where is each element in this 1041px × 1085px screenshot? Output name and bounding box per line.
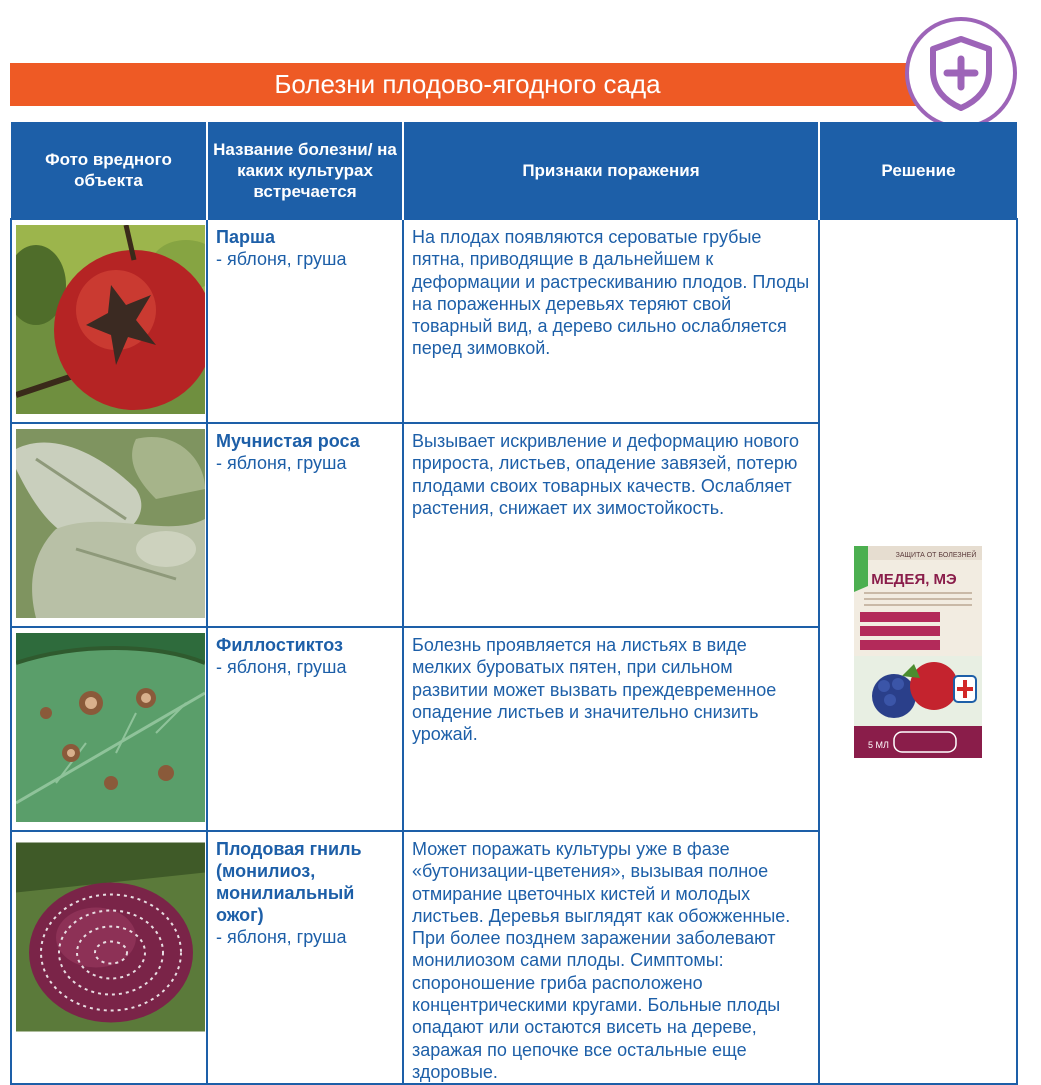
disease-name: Мучнистая роса — [216, 431, 360, 451]
solution-cell — [819, 219, 1017, 1084]
disease-cell — [207, 219, 403, 423]
photo-cell — [11, 219, 207, 423]
shield-plus-icon — [905, 17, 1017, 129]
powdery-mildew-photo — [16, 429, 205, 618]
photo-cell — [11, 627, 207, 831]
phyllosticta-leaf-photo — [16, 633, 205, 822]
header-signs: Признаки поражения — [403, 122, 819, 219]
diseases-table — [10, 122, 1018, 1085]
photo-cell — [11, 423, 207, 627]
product-name: МЕДЕЯ, МЭ — [871, 570, 957, 588]
disease-name: Филлостиктоз — [216, 635, 344, 655]
disease-crops: - яблоня, груша — [216, 657, 347, 677]
signs-text: Вызывает искривление и деформацию нового прироста, листьев, опадение завязей, потерю плодами своих товарных качеств. Ослабляет растения, снижает их зимостойкость. — [403, 423, 819, 627]
signs-text: Болезнь проявляется на листьях в виде мелких буроватых пятен, при сильном развитии может вызвать преждевременное опадение листьев и значительно снизить урожай. — [403, 627, 819, 831]
disease-crops: - яблоня, груша — [216, 453, 347, 473]
header-solution: Решение — [819, 122, 1017, 219]
table-row — [11, 219, 1017, 423]
photo-cell — [11, 831, 207, 1084]
disease-name: Парша — [216, 227, 275, 247]
product-volume: 5 МЛ — [868, 739, 889, 750]
disease-cell — [207, 831, 403, 1084]
medea-product-pack — [854, 546, 982, 758]
signs-text: Может поражать культуры уже в фазе «бутонизации-цветения», вызывая полное отмирание цветочных кистей и молодых листьев. Деревья выглядят как обожженные. При более позднем заражении заболевают монилиозом сами плоды. Симптомы: спороношение гриба расположено концентрическими кругами. Больные плоды опадают или остаются висеть на дереве, заражая по цепочке все остальные еще здоровые. — [403, 831, 819, 1084]
fruit-rot-apple-photo — [16, 837, 205, 1037]
table-header-row — [11, 122, 1017, 219]
header-name: Название болезни/ на каких культурах встречается — [207, 122, 403, 219]
scab-apple-photo — [16, 225, 205, 414]
page-title: Болезни плодово-ягодного сада — [10, 63, 925, 106]
disease-cell — [207, 627, 403, 831]
disease-cell — [207, 423, 403, 627]
disease-crops: - яблоня, груша — [216, 927, 347, 947]
product-top-label: ЗАЩИТА ОТ БОЛЕЗНЕЙ — [895, 551, 977, 559]
disease-crops: - яблоня, груша — [216, 249, 347, 269]
disease-name: Плодовая гниль (монилиоз, монилиальный ожог) — [216, 839, 362, 925]
signs-text: На плодах появляются сероватые грубые пятна, приводящие в дальнейшем к деформации и растрескиванию плодов. Плоды на пораженных деревьях теряют свой товарный вид, а дерево сильно ослабляется перед зимовкой. — [403, 219, 819, 423]
header-photo: Фото вредного объекта — [11, 122, 207, 219]
